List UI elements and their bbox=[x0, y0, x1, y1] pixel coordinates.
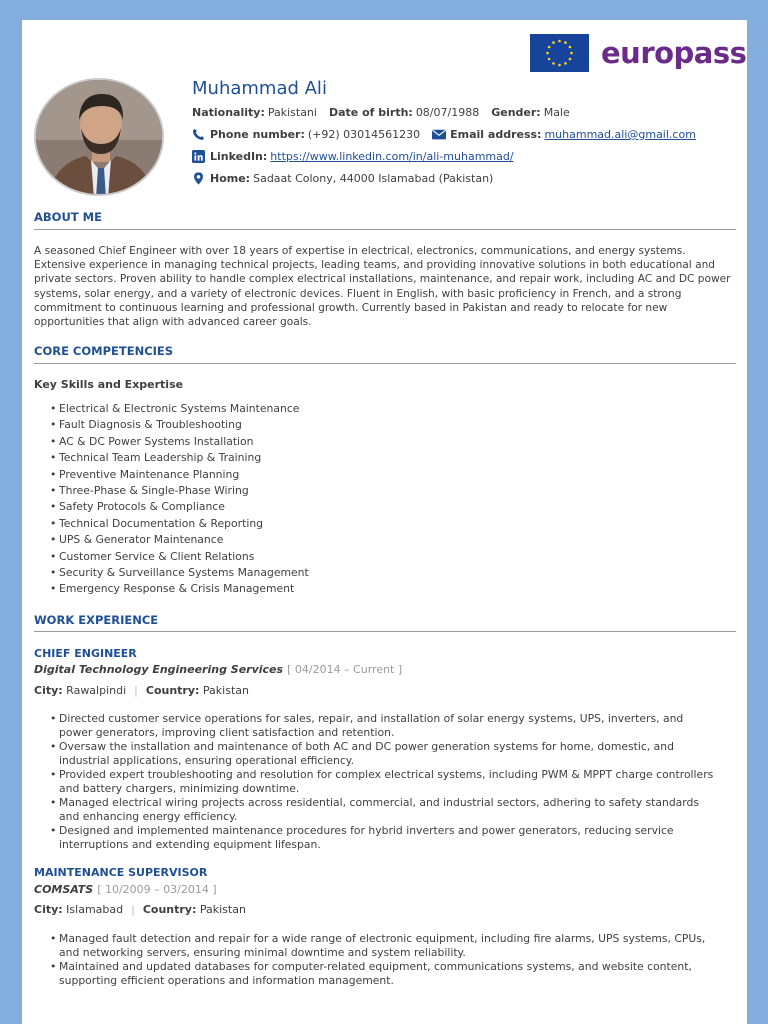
job-dates: [ 04/2014 – Current ] bbox=[287, 663, 403, 676]
job-location-line: City: Rawalpindi | Country: Pakistan bbox=[34, 684, 249, 697]
linkedin-icon bbox=[192, 150, 205, 163]
cv-page bbox=[22, 20, 747, 1024]
europass-wordmark: europass bbox=[601, 36, 747, 70]
skills-list bbox=[50, 401, 736, 598]
country-value: Pakistan bbox=[202, 684, 249, 697]
phone-label: Phone number: bbox=[210, 128, 305, 141]
home-line bbox=[192, 172, 493, 185]
country-value: Pakistan bbox=[199, 903, 246, 916]
country-label: Country: bbox=[145, 684, 200, 697]
about-divider bbox=[34, 229, 736, 230]
location-pin-icon bbox=[192, 172, 205, 185]
list-item: • UPS & Generator Maintenance bbox=[50, 532, 736, 548]
competencies-section-title: CORE COMPETENCIES bbox=[34, 344, 174, 358]
email-label: Email address: bbox=[450, 128, 542, 141]
personal-info-line bbox=[192, 106, 582, 119]
list-item: • Electrical & Electronic Systems Maintenance bbox=[50, 401, 736, 417]
city-label: City: bbox=[34, 903, 63, 916]
employer-name: Digital Technology Engineering Services bbox=[34, 663, 284, 676]
dob-value: 08/07/1988 bbox=[415, 106, 480, 119]
about-section-title: ABOUT ME bbox=[34, 210, 102, 224]
email-link[interactable]: muhammad.ali@gmail.com bbox=[544, 128, 696, 141]
list-item: • Preventive Maintenance Planning bbox=[50, 467, 736, 483]
job-title: CHIEF ENGINEER bbox=[34, 647, 137, 660]
list-item: • Designed and implemented maintenance procedures for hybrid inverters and power generators, reducing service interruptions and extending equipment lifespan. bbox=[50, 824, 718, 852]
job-dates: [ 10/2009 – 03/2014 ] bbox=[97, 883, 217, 896]
city-value: Islamabad bbox=[66, 903, 124, 916]
dob-label: Date of birth: bbox=[328, 106, 413, 119]
gender-label: Gender: bbox=[491, 106, 541, 119]
employer-name: COMSATS bbox=[34, 883, 94, 896]
job-title: MAINTENANCE SUPERVISOR bbox=[34, 866, 208, 879]
job-employer-line bbox=[34, 663, 402, 676]
list-item: • Fault Diagnosis & Troubleshooting bbox=[50, 417, 736, 433]
home-value: Sadaat Colony, 44000 Islamabad (Pakistan) bbox=[253, 172, 494, 185]
city-value: Rawalpindi bbox=[66, 684, 127, 697]
list-item: • Managed fault detection and repair for a wide range of electronic equipment, including fire alarms, UPS systems, CPUs, and networking servers, ensuring minimal downtime and system reliability. bbox=[50, 932, 718, 960]
phone-value: (+92) 03014561230 bbox=[307, 128, 421, 141]
experience-section-title: WORK EXPERIENCE bbox=[34, 613, 159, 627]
profile-photo bbox=[34, 78, 164, 196]
linkedin-link[interactable]: https://www.linkedin.com/in/ali-muhammad/ bbox=[270, 150, 514, 163]
linkedin-line bbox=[192, 150, 514, 163]
list-item: • Technical Documentation & Reporting bbox=[50, 516, 736, 532]
eu-flag-icon bbox=[530, 34, 589, 72]
list-item: • Safety Protocols & Compliance bbox=[50, 499, 736, 515]
home-label: Home: bbox=[210, 172, 251, 185]
gender-value: Male bbox=[543, 106, 570, 119]
nationality-value: Pakistani bbox=[267, 106, 317, 119]
list-item: • AC & DC Power Systems Installation bbox=[50, 434, 736, 450]
europass-logo bbox=[530, 34, 746, 72]
job-duties-list bbox=[50, 712, 718, 852]
phone-icon bbox=[192, 128, 205, 141]
country-label: Country: bbox=[142, 903, 197, 916]
list-item: • Customer Service & Client Relations bbox=[50, 549, 736, 565]
email-icon bbox=[432, 128, 445, 141]
list-item: • Technical Team Leadership & Training bbox=[50, 450, 736, 466]
skills-subtitle: Key Skills and Expertise bbox=[34, 378, 184, 391]
list-item: • Emergency Response & Crisis Management bbox=[50, 581, 736, 597]
linkedin-label: LinkedIn: bbox=[210, 150, 268, 163]
job-employer-line bbox=[34, 883, 217, 896]
contact-line bbox=[192, 128, 696, 141]
list-item: • Provided expert troubleshooting and resolution for complex electrical systems, including PWM & MPPT charge controllers and battery chargers, minimizing downtime. bbox=[50, 768, 718, 796]
list-item: • Three-Phase & Single-Phase Wiring bbox=[50, 483, 736, 499]
list-item: • Maintained and updated databases for computer-related equipment, communications systems, and website content, supporting efficient operations and information management. bbox=[50, 960, 718, 988]
list-item: • Security & Surveillance Systems Management bbox=[50, 565, 736, 581]
person-name: Muhammad Ali bbox=[192, 78, 327, 99]
nationality-label: Nationality: bbox=[192, 106, 265, 119]
job-location-line: City: Islamabad | Country: Pakistan bbox=[34, 903, 246, 916]
list-item: • Oversaw the installation and maintenance of both AC and DC power generation systems for home, domestic, and industrial applications, ensuring operational efficiency. bbox=[50, 740, 718, 768]
list-item: • Managed electrical wiring projects across residential, commercial, and industrial sectors, adhering to safety standards and enhancing energy efficiency. bbox=[50, 796, 718, 824]
about-text: A seasoned Chief Engineer with over 18 years of expertise in electrical, electronics, communications, and energy systems. Extensive experience in managing technical projects, leading teams, and providing innovative solutions in both educational and private sectors. Proven ability to handle complex electrical installations, maintenance, and repair work, including AC and DC power systems, solar energy, and a variety of electronic devices. Fluent in English, with basic proficiency in French, and a strong commitment to continuous learning and professional growth. Currently based in Pakistan and ready to relocate for new opportunities that align with advanced career goals. bbox=[34, 245, 731, 329]
list-item: • Directed customer service operations for sales, repair, and installation of solar energy systems, UPS, inverters, and power generators, improving client satisfaction and retention. bbox=[50, 712, 718, 740]
job-duties-list bbox=[50, 932, 718, 988]
competencies-divider bbox=[34, 363, 736, 364]
experience-divider bbox=[34, 631, 736, 632]
city-label: City: bbox=[34, 684, 63, 697]
